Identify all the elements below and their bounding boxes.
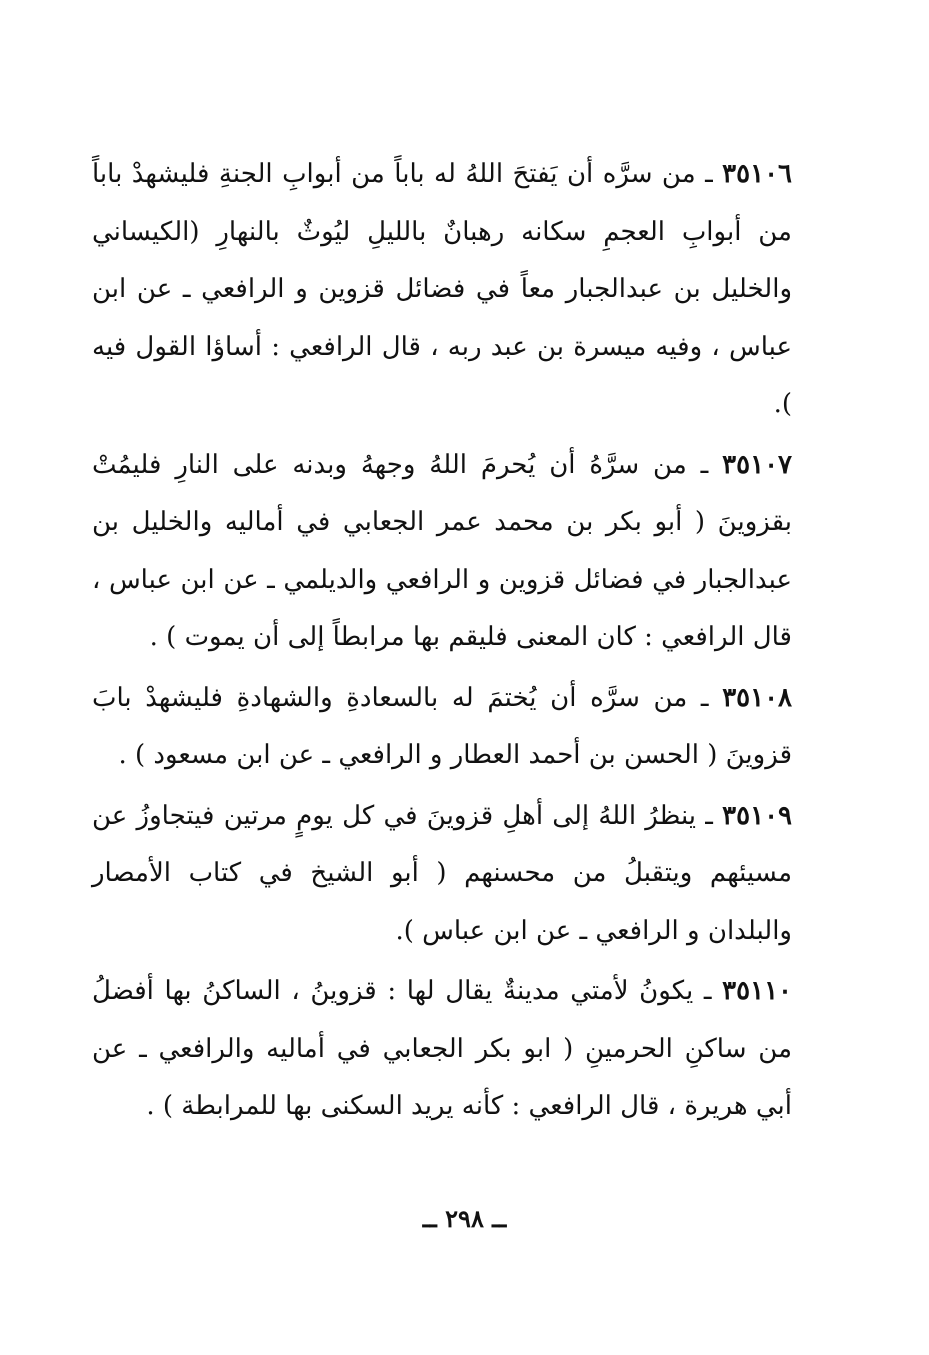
hadith-35107 <box>92 437 792 667</box>
hadith-number: ٣٥١٠٨ <box>722 682 793 713</box>
hadith-number: ٣٥١٠٦ <box>722 159 792 189</box>
hadith-35108 <box>92 670 792 785</box>
hadith-list <box>92 146 792 1136</box>
hadith-35110 <box>92 963 792 1136</box>
page-number: ــ ٢٩٨ ــ <box>422 1204 507 1233</box>
hadith-text: ـ ينظرُ اللهُ إلى أهلِ قزوينَ في كل يومٍ مرتين فيتجاوزُ عن مسيئهم ويتقبلُ من محسنهم ( أبو الشيخ في كتاب الأمصار والبلدان و الرافعي ـ عن ابن عباس ). <box>92 800 792 946</box>
hadith-text: ـ من سرَّه أن يُختمَ له بالسعادةِ والشهادةِ فليشهدْ بابَ قزوينَ ( الحسن بن أحمد العطار و الرافعي ـ عن ابن مسعود ) . <box>92 682 792 770</box>
hadith-text: ـ من سرَّه أن يَفتحَ اللهُ له باباً من أبوابِ الجنةِ فليشهدْ باباً من أبوابِ العجمِ سكانه رهبانٌ بالليلِ ليُوثٌ بالنهارِ (الكيساني والخليل بن عبدالجبار معاً في فضائل قزوين و الرافعي ـ عن ابن عباس ، وفيه ميسرة بن عبد ربه ، قال الرافعي : أساؤا القول فيه ). <box>92 159 792 419</box>
hadith-number: ٣٥١٠٩ <box>722 800 792 831</box>
hadith-text: ـ من سرَّهُ أن يُحرمَ اللهُ وجههُ وبدنه على النارِ فليمُتْ بقزوينَ ( أبو بكر بن محمد عمر الجعابي في أماليه والخليل بن عبدالجبار في فضائل قزوين و الرافعي والديلمي ـ عن ابن عباس ، قال الرافعي : كان المعنى فليقم بها مرابطاً إلى أن يموت ) . <box>92 449 792 652</box>
hadith-text: ـ يكونُ لأمتي مدينةٌ يقال لها : قزوينُ ، الساكنُ بها أفضلُ من ساكنِ الحرمينِ ( ابو بكر الجعابي في أماليه والرافعي ـ عن أبي هريرة ، قال الرافعي : كأنه يريد السكنى بها للمرابطة ) . <box>92 976 792 1121</box>
hadith-35109 <box>92 788 792 961</box>
hadith-number: ٣٥١١٠ <box>722 976 792 1006</box>
hadith-35106 <box>92 146 792 434</box>
hadith-number: ٣٥١٠٧ <box>722 449 792 480</box>
